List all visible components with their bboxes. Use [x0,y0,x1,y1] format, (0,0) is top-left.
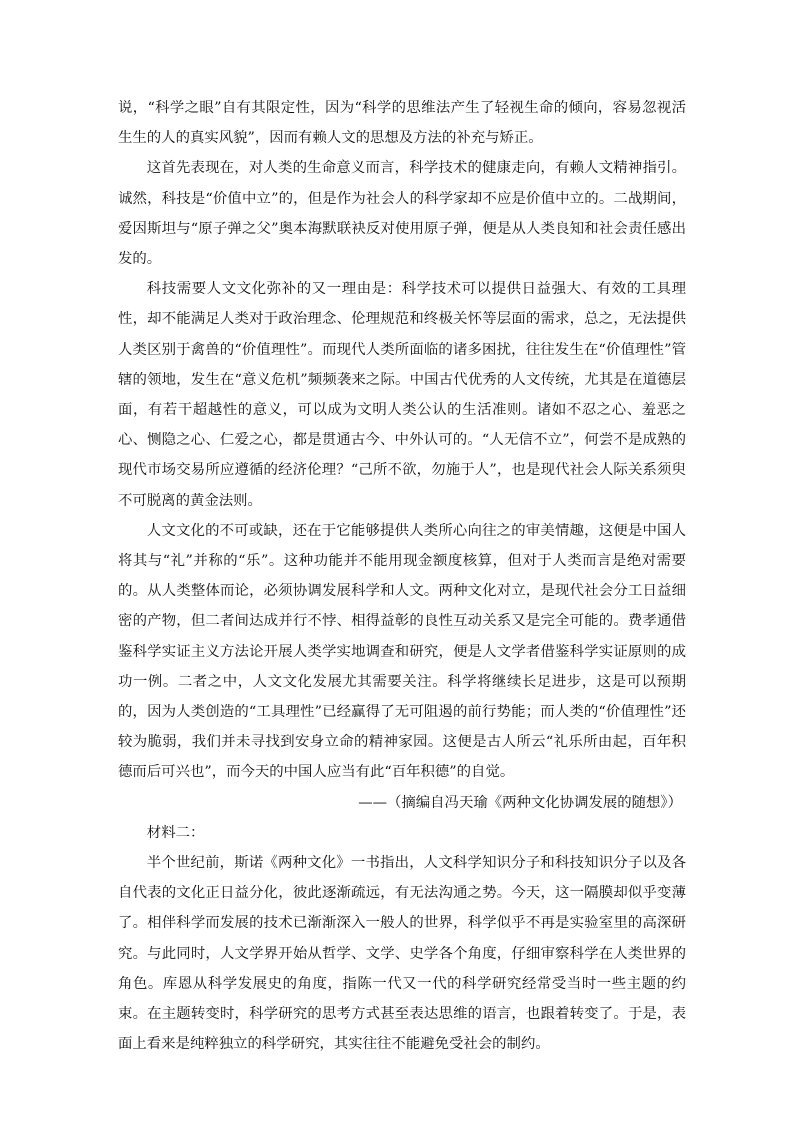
document-page [118,93,686,1060]
paragraph-continuation: 说，“科学之眼”自有其限定性，因为“科学的思维法产生了轻视生命的倾向，容易忽视活生生的人的真实风貌”，因而有赖人文的思想及方法的补充与矫正。 [118,100,686,147]
paragraph-two-cultures: 半个世纪前，斯诺《两种文化》一书指出，人文科学知识分子和科技知识分子以及各自代表的文化正日益分化，彼此逐渐疏远，有无法沟通之势。今天，这一隔膜却似乎变薄了。相伴科学而发展的技术已渐渐深入一般人的世界，科学似乎不再是实验室里的高深研究。与此同时，人文学界开始从哲学、文学、史学各个角度，仔细审察科学在人类世界的角色。库恩从科学发展史的角度，指陈一代又一代的科学研究经常受当时一些主题的约束。在主题转变时，科学研究的思考方式甚至表达思维的语言，也跟着转变了。于是，表面上看来是纯粹独立的科学研究，其实往往不能避免受社会的制约。 [118,855,686,1053]
paragraph-value-rationality: 科技需要人文文化弥补的又一理由是：科学技术可以提供日益强大、有效的工具理性，却不能满足人类对于政治理念、伦理规范和终极关怀等层面的需求，总之，无法提供人类区别于禽兽的“价值理性”。而现代人类所面临的诸多困扰，往往发生在“价值理性”管辖的领地，发生在“意义危机”频频袭来之际。中国古代优秀的人文传统，尤其是在道德层面，有若干超越性的意义，可以成为文明人类公认的生活准则。诸如不忍之心、羞恶之心、恻隐之心、仁爱之心，都是贯通古今、中外认可的。“人无信不立”，何尝不是成熟的现代市场交易所应遵循的经济伦理？“己所不欲，勿施于人”，也是现代社会人际关系须臾不可脱离的黄金法则。 [118,281,686,509]
source-citation: ——（摘编自冯天瑜《两种文化协调发展的随想》） [358,794,682,811]
material-two-label: 材料二： [146,824,205,841]
paragraph-aesthetic-function: 人文文化的不可或缺，还在于它能够提供人类所心向往之的审美情趣，这便是中国人将其与“礼”并称的“乐”。这种功能并不能用现金额度核算，但对于人类而言是绝对需要的。从人类整体而论，必须协调发展科学和人文。两种文化对立，是现代社会分工日益细密的产物，但二者间达成并行不悖、相得益彰的良性互动关系又是完全可能的。费孝通借鉴科学实证主义方法论开展人类学实地调查和研究，便是人文学者借鉴科学实证原则的成功一例。二者之中，人文文化发展尤其需要关注。科学将继续长足进步，这是可以预期的，因为人类创造的“工具理性”已经赢得了无可阻遏的前行势能；而人类的“价值理性”还较为脆弱，我们并未寻找到安身立命的精神家园。这便是古人所云“礼乐所由起，百年积德而后可兴也”，而今天的中国人应当有此“百年积德”的自觉。 [118,522,686,781]
paragraph-humanist-guidance: 这首先表现在，对人类的生命意义而言，科学技术的健康走向，有赖人文精神指引。诚然，科技是“价值中立”的，但是作为社会人的科学家却不应是价值中立的。二战期间，爱因斯坦与“原子弹之父”奥本海默联袂反对使用原子弹，便是从人类良知和社会责任感出发的。 [118,160,686,268]
